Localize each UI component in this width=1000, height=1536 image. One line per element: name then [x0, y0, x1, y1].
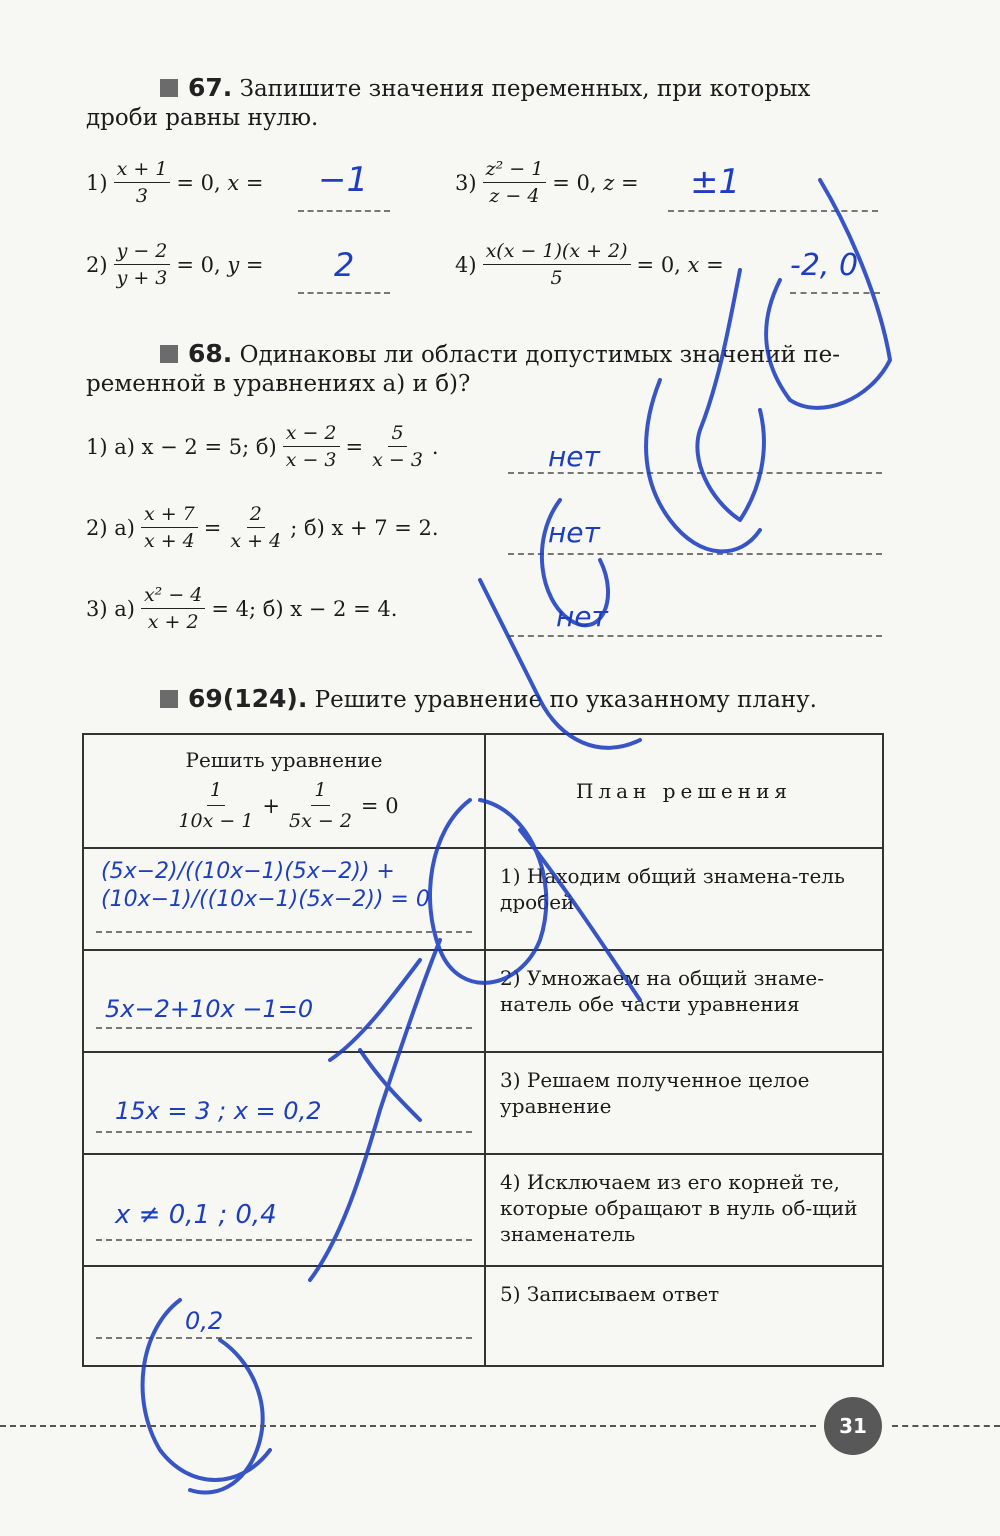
handwritten-work: (5x−2)/((10x−1)(5x−2)) + (10x−1)/((10x−1)(5x−2)) = 0	[101, 859, 430, 912]
denominator: 5x − 2	[289, 810, 352, 832]
work-line	[96, 931, 472, 933]
fraction	[286, 777, 355, 834]
task-number: 68.	[188, 339, 233, 368]
fraction	[141, 503, 198, 552]
handwritten-work: 15x = 3 ; x = 0,2	[115, 1097, 322, 1125]
numerator: 1	[311, 777, 329, 806]
denominator: 5	[550, 267, 563, 289]
plan-table	[82, 733, 884, 1367]
task-text: Запишите значения переменных, при которых	[239, 76, 811, 102]
task-68-header	[160, 338, 890, 371]
plan-step: 1) Находим общий знамена-тель дробей	[485, 848, 883, 950]
numerator: 5	[388, 422, 406, 447]
task-square-icon	[160, 345, 178, 363]
plan-step: 5) Записываем ответ	[485, 1266, 883, 1366]
denominator: x + 4	[143, 530, 195, 552]
eq-end: .	[431, 434, 439, 459]
denominator: x − 3	[372, 449, 423, 471]
answer-line	[508, 635, 882, 637]
denominator: z − 4	[489, 185, 540, 207]
numerator: y − 2	[114, 240, 171, 265]
eq-end: = 4; б) x − 2 = 4.	[211, 596, 398, 621]
header-equation	[85, 777, 483, 834]
numerator: x(x − 1)(x + 2)	[483, 240, 631, 265]
eq-text: x − 2 = 5; б)	[141, 434, 277, 459]
eq-68-1	[86, 422, 439, 471]
task-square-icon	[160, 79, 178, 97]
item-index: 3) а)	[86, 596, 135, 621]
handwritten-answer: ±1	[690, 162, 741, 202]
header-right-cell: План решения	[485, 734, 883, 848]
item-index: 3)	[455, 170, 477, 195]
table-row	[83, 950, 883, 1052]
footer-dashed-line	[0, 1425, 816, 1427]
page-number: 31	[824, 1397, 882, 1455]
work-line	[96, 1239, 472, 1241]
item-index: 1)	[86, 170, 108, 195]
fraction	[114, 240, 171, 289]
eq-67-1	[86, 158, 264, 207]
variable: x =	[227, 170, 264, 195]
task-number: 67.	[188, 73, 233, 102]
plan-step: 2) Умножаем на общий знаме-натель обе части уравнения	[485, 950, 883, 1052]
work-cell	[83, 1266, 485, 1366]
plus-sign: +	[262, 793, 281, 818]
answer-line	[508, 553, 882, 555]
handwritten-answer: 2	[334, 246, 355, 284]
handwritten-answer: нет	[556, 600, 608, 633]
header-title: Решить уравнение	[185, 748, 383, 772]
handwritten-answer: −1	[318, 160, 369, 200]
header-left-cell	[83, 734, 485, 848]
numerator: x² − 4	[141, 584, 205, 609]
task-square-icon	[160, 690, 178, 708]
plan-step: 3) Решаем полученное целое уравнение	[485, 1052, 883, 1154]
eq-tail: = 0,	[552, 170, 597, 195]
work-line	[96, 1131, 472, 1133]
item-index: 1) а)	[86, 434, 135, 459]
numerator: 1	[207, 777, 225, 806]
table-row	[83, 848, 883, 950]
denominator: y + 3	[116, 267, 168, 289]
table-row	[83, 1052, 883, 1154]
eq-end: = 0	[360, 793, 399, 818]
fraction	[369, 422, 426, 471]
work-cell	[83, 950, 485, 1052]
answer-line	[790, 292, 880, 294]
fraction	[283, 422, 340, 471]
numerator: x + 7	[141, 503, 198, 528]
eq-67-3	[455, 158, 639, 207]
plan-step: 4) Исключаем из его корней те, которые обращают в нуль об-щий знаменатель	[485, 1154, 883, 1266]
item-index: 2) а)	[86, 515, 135, 540]
denominator: 3	[135, 185, 149, 207]
variable: z =	[603, 170, 639, 195]
eq-end: ; б) x + 7 = 2.	[290, 515, 439, 540]
task-text: Одинаковы ли области допустимых значений пе-	[239, 342, 841, 368]
numerator: x − 2	[283, 422, 340, 447]
task-text-cont: дроби равны нулю.	[86, 105, 319, 131]
fraction	[483, 240, 631, 289]
table-row	[83, 1266, 883, 1366]
task-text: Решите уравнение по указанному плану.	[314, 687, 817, 713]
eq-tail: = 0,	[176, 252, 221, 277]
task-67-header	[160, 72, 890, 105]
eq-67-2	[86, 240, 264, 289]
fraction	[141, 584, 205, 633]
work-cell	[83, 1052, 485, 1154]
task-text-cont: ременной в уравнениях а) и б)?	[86, 371, 471, 397]
answer-line	[298, 210, 390, 212]
table-header-row	[83, 734, 883, 848]
variable: x =	[687, 252, 724, 277]
eq-tail: = 0,	[176, 170, 221, 195]
eq-tail: = 0,	[636, 252, 681, 277]
denominator: x − 3	[285, 449, 337, 471]
work-cell	[83, 848, 485, 950]
eq-sign: =	[203, 515, 222, 540]
handwritten-work: x ≠ 0,1 ; 0,4	[115, 1200, 277, 1230]
denominator: 10x − 1	[178, 810, 254, 832]
eq-68-2	[86, 503, 439, 552]
handwritten-work: 0,2	[185, 1307, 224, 1335]
answer-line	[298, 292, 390, 294]
eq-67-4	[455, 240, 724, 289]
handwritten-stroke	[646, 380, 760, 551]
handwritten-answer: -2, 0	[790, 248, 859, 283]
eq-sign: =	[345, 434, 364, 459]
item-index: 4)	[455, 252, 477, 277]
numerator: z² − 1	[483, 158, 547, 183]
fraction	[227, 503, 284, 552]
item-index: 2)	[86, 252, 108, 277]
task-number: 69(124).	[188, 684, 308, 713]
task-69-header	[160, 683, 890, 716]
answer-line	[668, 210, 878, 212]
footer-dashed-line	[892, 1425, 1000, 1427]
handwritten-work: 5x−2+10x −1=0	[105, 995, 314, 1023]
table-row	[83, 1154, 883, 1266]
fraction	[483, 158, 547, 207]
work-cell	[83, 1154, 485, 1266]
variable: y =	[227, 252, 264, 277]
numerator: 2	[247, 503, 265, 528]
fraction	[114, 158, 171, 207]
handwritten-answer: нет	[548, 440, 600, 473]
eq-68-3	[86, 584, 397, 633]
handwritten-answer: нет	[548, 516, 600, 549]
numerator: x + 1	[114, 158, 171, 183]
work-line	[96, 1027, 472, 1029]
fraction	[175, 777, 256, 834]
handwritten-stroke	[697, 270, 764, 520]
denominator: x + 2	[147, 611, 199, 633]
work-line	[96, 1337, 472, 1339]
denominator: x + 4	[230, 530, 282, 552]
